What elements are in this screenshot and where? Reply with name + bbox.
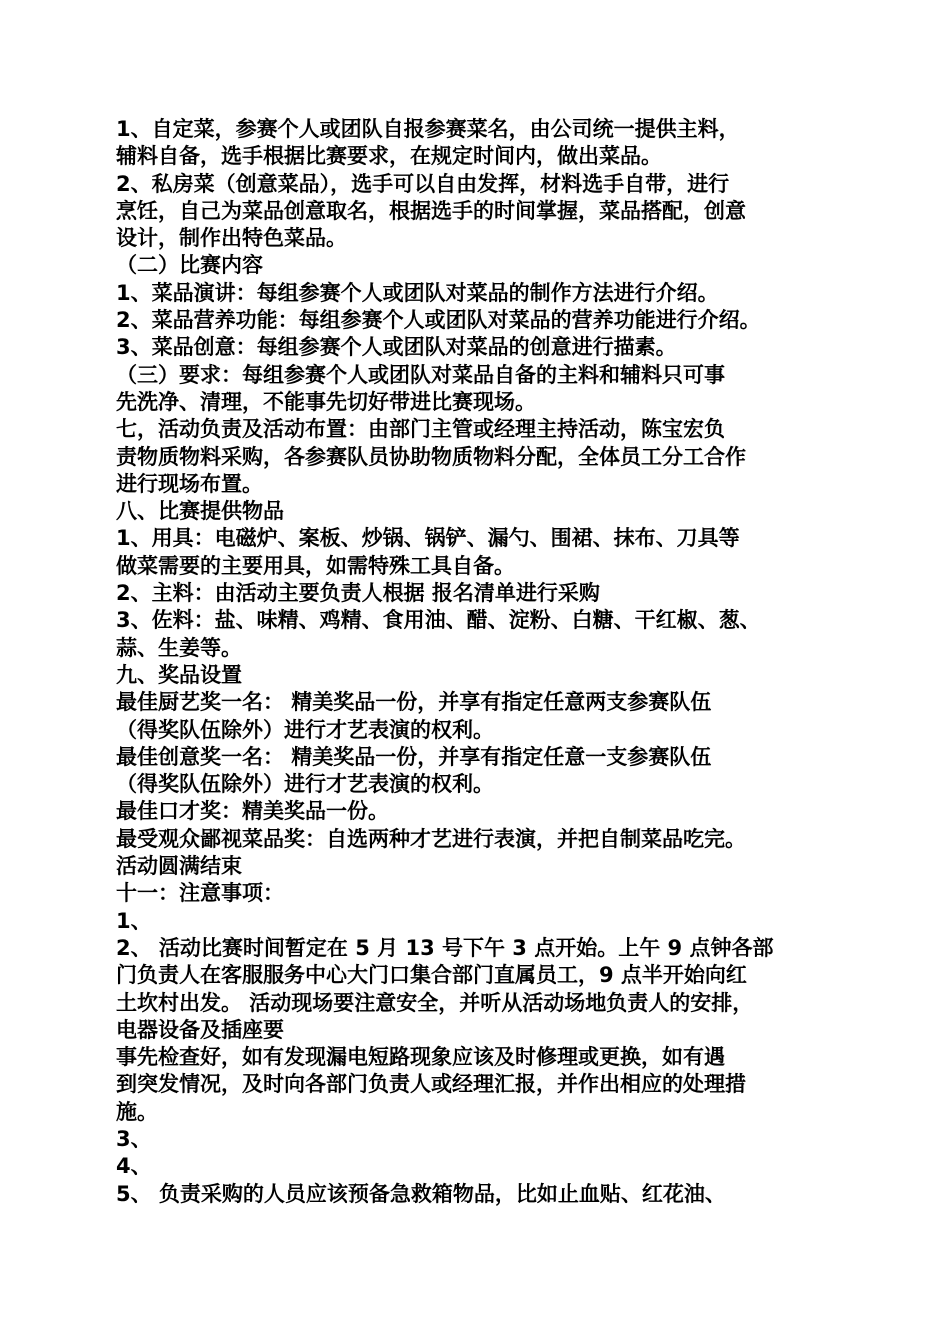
text-line: 事先检查好，如有发现漏电短路现象应该及时修理或更换，如有遇 bbox=[116, 1045, 725, 1070]
section-heading: （三）要求：每组参赛个人或团队对菜品自备的主料和辅料只可事 bbox=[116, 362, 725, 387]
document-body bbox=[116, 116, 846, 1208]
text-line: 门负责人在客服服务中心大门口集合部门直属员工，9 点半开始向红 bbox=[116, 963, 747, 988]
text-line: 最受观众鄙视菜品奖：自选两种才艺进行表演，并把自制菜品吃完。 bbox=[116, 826, 746, 851]
text-line: 4、 bbox=[116, 1154, 152, 1179]
text-line: 土坎村出发。 活动现场要注意安全，并听从活动场地负责人的安排， bbox=[116, 990, 754, 1015]
text-line: 3、 bbox=[116, 1126, 152, 1151]
text-line: 3、佐料：盐、味精、鸡精、食用油、醋、淀粉、白糖、干红椒、葱、 bbox=[116, 608, 761, 633]
text-line: 2、 活动比赛时间暂定在 5 月 13 号下午 3 点开始。上午 9 点钟各部 bbox=[116, 935, 774, 960]
text-line: 责物质物料采购，各参赛队员协助物质物料分配，全体员工分工合作 bbox=[116, 444, 746, 469]
text-line: 最佳创意奖一名： 精美奖品一份，并享有指定任意一支参赛队伍 bbox=[116, 744, 712, 769]
text-line: 活动圆满结束 bbox=[116, 854, 242, 879]
text-line: 1、自定菜，参赛个人或团队自报参赛菜名，由公司统一提供主料， bbox=[116, 117, 740, 141]
text-line: 3、菜品创意：每组参赛个人或团队对菜品的创意进行描素。 bbox=[116, 335, 677, 360]
text-line: 电器设备及插座要 bbox=[116, 1017, 284, 1042]
text-line: 2、主料：由活动主要负责人根据 报名清单进行采购 bbox=[116, 581, 600, 606]
text-line: 烹饪，自己为菜品创意取名，根据选手的时间掌握，菜品搭配，创意 bbox=[116, 198, 746, 223]
text-line: 2、私房菜（创意菜品），选手可以自由发挥，材料选手自带，进行 bbox=[116, 171, 730, 196]
section-heading: （二）比赛内容 bbox=[116, 253, 263, 278]
text-line: 5、 负责采购的人员应该预备急救箱物品，比如止血贴、红花油、 bbox=[116, 1181, 726, 1206]
section-heading: 七，活动负责及活动布置：由部门主管或经理主持活动，陈宝宏负 bbox=[116, 417, 725, 442]
text-line: 先洗净、清理，不能事先切好带进比赛现场。 bbox=[116, 389, 536, 414]
text-line: 辅料自备，选手根据比赛要求，在规定时间内，做出菜品。 bbox=[116, 144, 662, 169]
section-heading: 九、奖品设置 bbox=[116, 662, 242, 687]
text-line: 最佳口才奖：精美奖品一份。 bbox=[116, 799, 389, 824]
text-line: 施。 bbox=[116, 1099, 158, 1124]
text-line: 1、用具：电磁炉、案板、炒锅、锅铲、漏勺、围裙、抹布、刀具等 bbox=[116, 526, 740, 551]
text-line: 1、 bbox=[116, 908, 152, 933]
text-line: 2、菜品营养功能：每组参赛个人或团队对菜品的营养功能进行介绍。 bbox=[116, 308, 761, 333]
text-line: 最佳厨艺奖一名： 精美奖品一份，并享有指定任意两支参赛队伍 bbox=[116, 690, 712, 715]
text-line: 做菜需要的主要用具，如需特殊工具自备。 bbox=[116, 553, 515, 578]
text-line: 到突发情况，及时向各部门负责人或经理汇报，并作出相应的处理措 bbox=[116, 1072, 746, 1097]
text-line: （得奖队伍除外）进行才艺表演的权利。 bbox=[116, 717, 494, 742]
section-heading: 十一：注意事项： bbox=[116, 881, 284, 906]
text-line: （得奖队伍除外）进行才艺表演的权利。 bbox=[116, 772, 494, 797]
section-heading: 八、比赛提供物品 bbox=[116, 499, 284, 524]
text-line: 1、菜品演讲：每组参赛个人或团队对菜品的制作方法进行介绍。 bbox=[116, 280, 719, 305]
text-line: 设计，制作出特色菜品。 bbox=[116, 226, 347, 251]
text-line: 进行现场布置。 bbox=[116, 471, 263, 496]
text-line: 蒜、生姜等。 bbox=[116, 635, 242, 660]
